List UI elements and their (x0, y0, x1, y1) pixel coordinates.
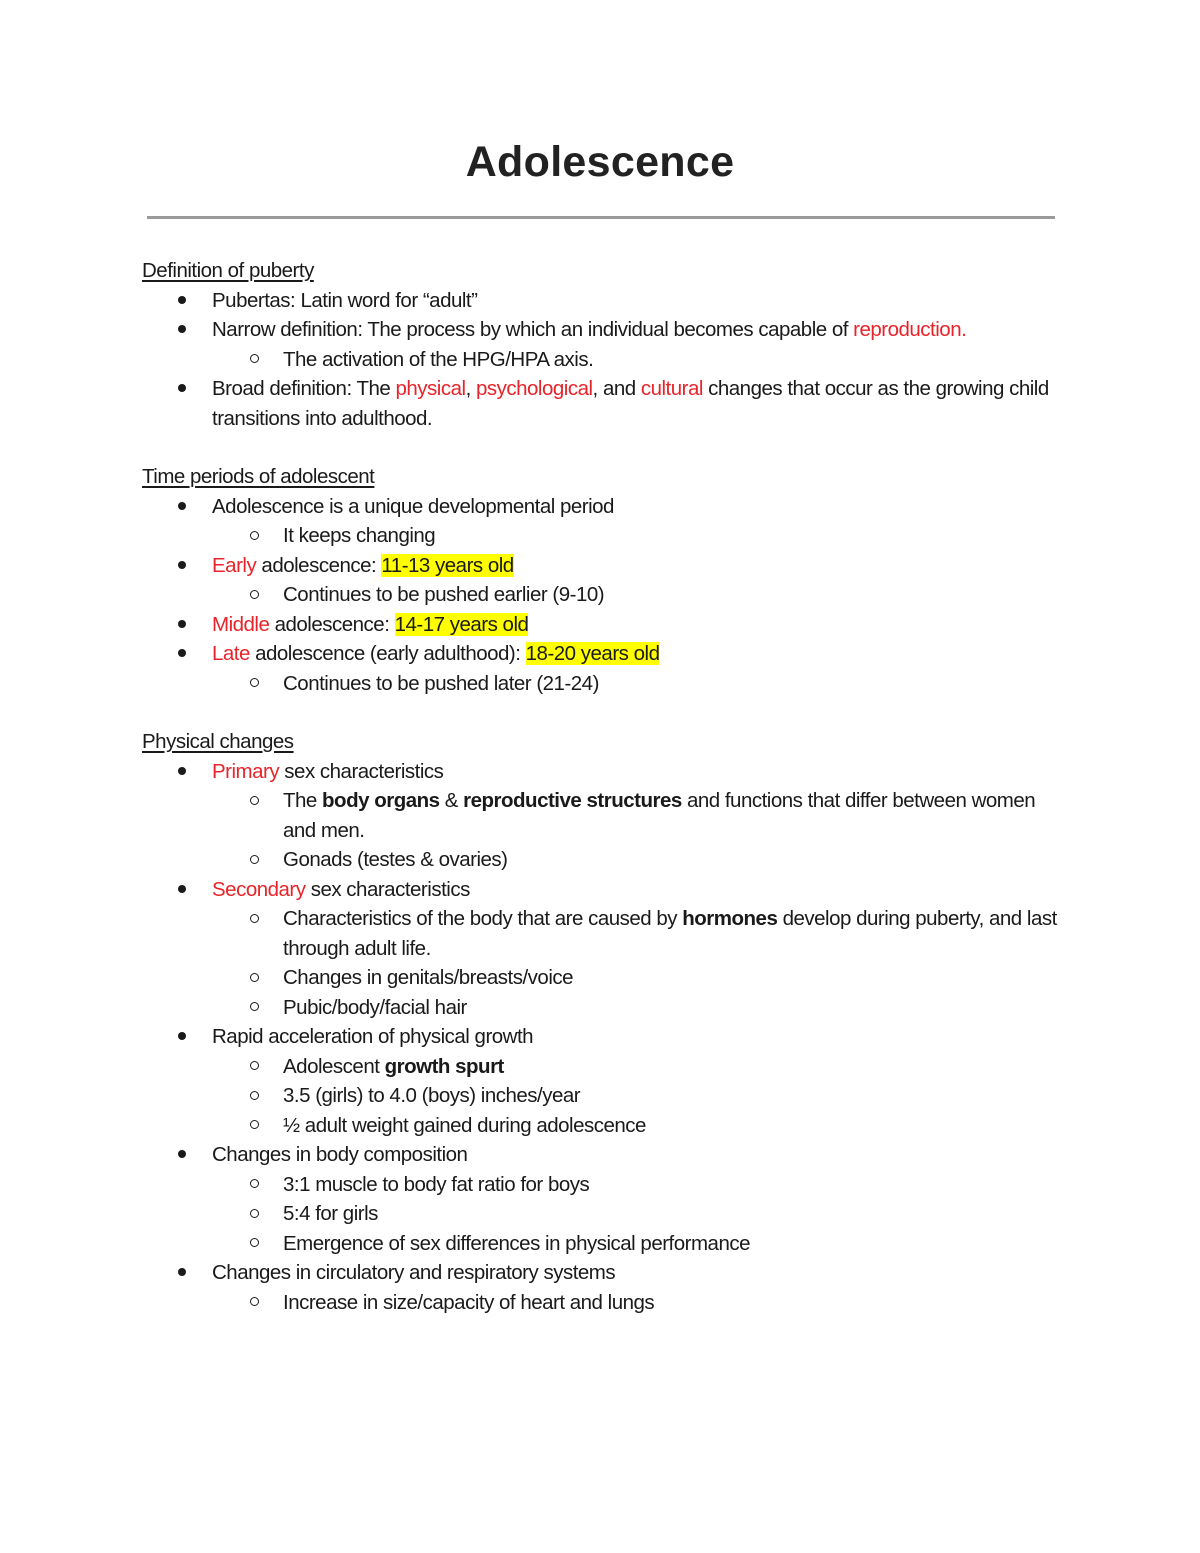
list-item: Secondary sex characteristics (142, 875, 1072, 905)
list-subitem: Adolescent growth spurt (142, 1052, 1072, 1082)
list-item: Late adolescence (early adulthood): 18-20 years old (142, 639, 1072, 669)
bullet-circle-icon (244, 1052, 264, 1082)
bullet-dot-icon (172, 374, 192, 404)
list-item: Broad definition: The physical, psychological, and cultural changes that occur as the growing child transitions into adulthood. (142, 374, 1072, 433)
highlighted-age-range: 11-13 years old (381, 553, 514, 577)
bullet-dot-icon (172, 551, 192, 581)
list-item: Early adolescence: 11-13 years old (142, 551, 1072, 581)
list-item: Changes in circulatory and respiratory systems (142, 1258, 1072, 1288)
list-subitem: 3.5 (girls) to 4.0 (boys) inches/year (142, 1081, 1072, 1111)
bullet-dot-icon (172, 286, 192, 316)
list-subitem: Emergence of sex differences in physical performance (142, 1229, 1072, 1259)
bullet-dot-icon (172, 492, 192, 522)
bullet-circle-icon (244, 521, 264, 551)
list-item: Pubertas: Latin word for “adult” (142, 286, 1072, 316)
bullet-circle-icon (244, 845, 264, 875)
list-subitem: It keeps changing (142, 521, 1072, 551)
list-subitem: Increase in size/capacity of heart and lungs (142, 1288, 1072, 1318)
list-subitem: ½ adult weight gained during adolescence (142, 1111, 1072, 1141)
section-heading-periods: Time periods of adolescent (142, 465, 375, 488)
highlight-term: physical (395, 377, 466, 400)
list-subitem: Pubic/body/facial hair (142, 993, 1072, 1023)
list-subitem: Changes in genitals/breasts/voice (142, 963, 1072, 993)
highlight-term: Secondary (212, 877, 306, 901)
page-title: Adolescence (465, 138, 735, 186)
bullet-circle-icon (244, 904, 264, 934)
bullet-circle-icon (244, 345, 264, 375)
highlight-term: Late (212, 642, 250, 665)
section-heading-puberty: Definition of puberty (142, 259, 314, 282)
bullet-circle-icon (244, 993, 264, 1023)
bullet-dot-icon (172, 610, 192, 640)
list-subitem: 3:1 muscle to body fat ratio for boys (142, 1170, 1072, 1200)
list-subitem: Characteristics of the body that are caused by hormones develop during puberty, and last through adult life. (142, 904, 1072, 963)
highlight-term: Primary (212, 759, 280, 783)
list-item: Adolescence is a unique developmental period (142, 492, 1072, 522)
bullet-circle-icon (244, 1111, 264, 1141)
bullet-circle-icon (244, 786, 264, 816)
highlighted-age-range: 18-20 years old (525, 642, 660, 665)
bullet-circle-icon (244, 580, 264, 610)
bullet-circle-icon (244, 669, 264, 699)
bullet-dot-icon (172, 757, 192, 787)
bullet-dot-icon (172, 1140, 192, 1170)
section-heading-physical: Physical changes (142, 730, 294, 753)
bullet-dot-icon (172, 875, 192, 905)
highlighted-age-range: 14-17 years old (394, 612, 529, 636)
list-item: Changes in body composition (142, 1140, 1072, 1170)
highlight-term: reproduction (853, 318, 962, 341)
document-body (142, 256, 1072, 1317)
highlight-term: psychological (475, 377, 593, 400)
bullet-dot-icon (172, 1022, 192, 1052)
list-subitem: 5:4 for girls (142, 1199, 1072, 1229)
highlight-term: Middle (212, 612, 270, 636)
highlight-term: Early (212, 553, 257, 577)
list-item: Rapid acceleration of physical growth (142, 1022, 1072, 1052)
list-subitem: The body organs & reproductive structures and functions that differ between women and men. (142, 786, 1072, 845)
list-item: Primary sex characteristics (142, 757, 1072, 787)
bullet-circle-icon (244, 1081, 264, 1111)
bullet-circle-icon (244, 963, 264, 993)
list-subitem: The activation of the HPG/HPA axis. (142, 345, 1072, 375)
list-item: Middle adolescence: 14-17 years old (142, 610, 1072, 640)
list-item: Narrow definition: The process by which an individual becomes capable of reproduction. (142, 315, 1072, 345)
bullet-dot-icon (172, 639, 192, 669)
bullet-circle-icon (244, 1229, 264, 1259)
bullet-dot-icon (172, 315, 192, 345)
bullet-circle-icon (244, 1170, 264, 1200)
title-divider (147, 216, 1055, 219)
bullet-circle-icon (244, 1199, 264, 1229)
bullet-circle-icon (244, 1288, 264, 1318)
list-subitem: Gonads (testes & ovaries) (142, 845, 1072, 875)
list-subitem: Continues to be pushed earlier (9-10) (142, 580, 1072, 610)
highlight-term: cultural (640, 377, 703, 400)
bullet-dot-icon (172, 1258, 192, 1288)
list-subitem: Continues to be pushed later (21-24) (142, 669, 1072, 699)
